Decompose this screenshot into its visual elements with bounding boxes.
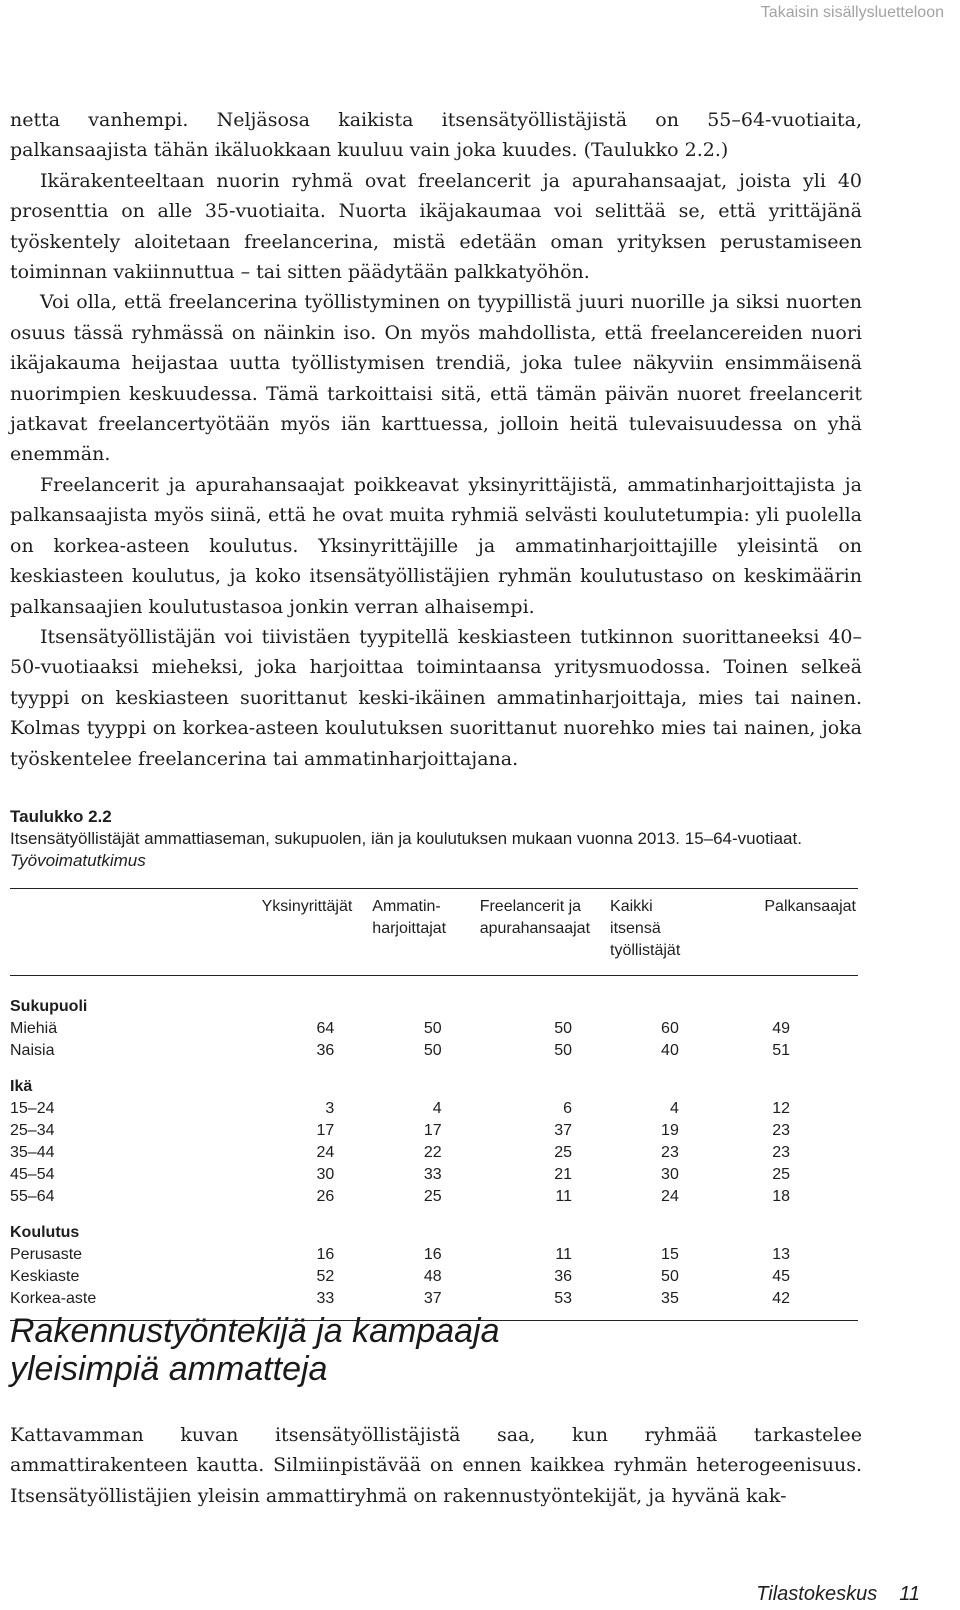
table-group-row	[10, 976, 858, 1019]
table-group-title: Ikä	[10, 1078, 33, 1095]
table-cell: 53	[554, 1290, 573, 1307]
table-cell: 37	[554, 1122, 573, 1139]
table-cell: 30	[316, 1166, 335, 1183]
table-title: Itsensätyöllistäjät ammattiaseman, sukupuolen, iän ja koulutuksen mukaan vuonna 2013. 15–64-vuotiaat.	[10, 829, 802, 848]
table-cell: 50	[423, 1042, 442, 1059]
table-cell: 50	[554, 1020, 573, 1037]
table-cell: 45	[772, 1268, 791, 1285]
row-label: 35–44	[10, 1144, 55, 1161]
heading-line: yleisimpiä ammatteja	[10, 1350, 328, 1388]
table-source: Työvoimatutkimus	[10, 851, 146, 870]
table-row	[10, 1098, 858, 1120]
data-table	[10, 888, 858, 1321]
table-group-title: Sukupuoli	[10, 998, 88, 1015]
column-header: Palkansaajat	[697, 889, 858, 976]
page-number: 11	[899, 1583, 920, 1605]
table-cell: 18	[772, 1188, 791, 1205]
row-label: 55–64	[10, 1188, 55, 1205]
publisher-name: Tilastokeskus	[756, 1583, 878, 1605]
table-spacer-cell	[790, 1244, 858, 1266]
table-row	[10, 1142, 858, 1164]
table-row	[10, 1018, 858, 1040]
table-cell: 19	[661, 1122, 679, 1139]
row-label: Perusaste	[10, 1246, 83, 1263]
table-cell: 49	[772, 1020, 791, 1037]
body-text	[10, 105, 862, 774]
heading-line: Rakennustyöntekijä ja kampaaja	[10, 1312, 500, 1350]
table-cell: 50	[423, 1020, 442, 1037]
table-cell: 26	[316, 1188, 335, 1205]
table-cell: 36	[554, 1268, 573, 1285]
table-cell: 17	[316, 1122, 335, 1139]
table-cell: 3	[325, 1100, 335, 1117]
table-cell: 11	[555, 1188, 573, 1205]
table-cell: 16	[316, 1246, 335, 1263]
table-cell: 25	[772, 1166, 791, 1183]
table-spacer-cell	[790, 1098, 858, 1120]
table-group-row	[10, 1062, 858, 1098]
table-row	[10, 1040, 858, 1062]
table-cell: 50	[554, 1042, 573, 1059]
table-cell: 23	[661, 1144, 679, 1161]
table-row	[10, 1164, 858, 1186]
paragraph: Freelancerit ja apurahansaajat poikkeavat yksinyrittäjistä, ammatinharjoittajista ja palkansaajista myös siinä, että he ovat muita ryhmiä selvästi koulutetumpia: yli puolella on korkea-asteen koulutus. Yksinyrittäjille ja ammatinharjoittajille yleisintä on keskiasteen koulutus, ja koko itsensätyöllistäjien ryhmän koulutustaso on keskimäärin palkansaajien koulutustasoa jonkin verran alhaisempi.	[10, 473, 862, 618]
column-header: Freelancerit ja apurahansaajat	[460, 889, 590, 976]
table-cell: 50	[661, 1268, 679, 1285]
table-cell: 40	[661, 1042, 679, 1059]
table-spacer-cell	[790, 1018, 858, 1040]
section-text: Kattavamman kuvan itsensätyöllistäjistä saa, kun ryhmää tarkastelee ammattirakenteen kautta. Silmiinpistävää on ennen kaikkea ryhmän heterogeenisuus. Itsensätyöllistäjien yleisin ammattiryhmä on rakennustyöntekijät, ja hyvänä kak-	[10, 1424, 862, 1507]
column-header-empty	[10, 889, 242, 976]
table-cell: 30	[661, 1166, 679, 1183]
table-cell: 23	[772, 1144, 791, 1161]
table-row	[10, 1186, 858, 1208]
table-cell: 22	[423, 1144, 442, 1161]
table-cell: 23	[772, 1122, 791, 1139]
column-header: Yksinyrittäjät	[242, 889, 353, 976]
table-cell: 36	[316, 1042, 335, 1059]
table-cell: 33	[316, 1290, 335, 1307]
page-footer	[756, 1583, 920, 1606]
row-label: Keskiaste	[10, 1268, 80, 1285]
table-cell: 11	[555, 1246, 573, 1263]
paragraph: Ikärakenteeltaan nuorin ryhmä ovat freelancerit ja apurahansaajat, joista yli 40 prosenttia on alle 35-vuotiaita. Nuorta ikäjakaumaa voi selittää se, että yrittäjänä työskentely aloitetaan freelancerina, mistä edetään oman yrityksen perustamiseen toiminnan vakiinnuttua – tai sitten päädytään palkkatyöhön.	[10, 169, 862, 284]
table-cell: 37	[423, 1290, 442, 1307]
table-cell: 24	[316, 1144, 335, 1161]
table-cell: 4	[432, 1100, 442, 1117]
table-row	[10, 1266, 858, 1288]
table-row	[10, 1244, 858, 1266]
table-spacer-cell	[790, 1120, 858, 1142]
back-to-contents-link[interactable]: Takaisin sisällysluetteloon	[760, 4, 944, 21]
row-label: 25–34	[10, 1122, 55, 1139]
row-label: 15–24	[10, 1100, 55, 1117]
table-cell: 24	[661, 1188, 679, 1205]
table-spacer-cell	[790, 1186, 858, 1208]
paragraph: Itsensätyöllistäjän voi tiivistäen tyypitellä keskiasteen tutkinnon suorittaneeksi 40–50-vuotiaaksi mieheksi, joka harjoittaa toimintaansa yritysmuodossa. Toinen selkeä tyyppi on keskiasteen suorittanut keski-ikäinen ammatinharjoittaja, mies tai nainen. Kolmas tyyppi on korkea-asteen koulutuksen suorittanut nuorehko mies tai nainen, joka työskentelee freelancerina tai ammatinharjoittajana.	[10, 625, 862, 770]
table-cell: 12	[772, 1100, 791, 1117]
table-cell: 6	[563, 1100, 573, 1117]
table-header-row	[10, 889, 858, 976]
table-cell: 64	[316, 1020, 335, 1037]
table-spacer-cell	[790, 1040, 858, 1062]
table-group-row	[10, 1208, 858, 1244]
table-caption	[10, 806, 870, 872]
table-cell: 33	[423, 1166, 442, 1183]
table-spacer-cell	[790, 1164, 858, 1186]
table-cell: 51	[772, 1042, 791, 1059]
paragraph: Voi olla, että freelancerina työllistyminen on tyypillistä juuri nuorille ja siksi nuorten osuus tässä ryhmässä on näinkin iso. On myös mahdollista, että freelancereiden nuori ikäjakauma heijastaa uutta työllistymisen trendiä, joka tulee näkyviin ensimmäisenä nuorimpien keskuudessa. Tämä tarkoittaisi sitä, että tämän päivän nuoret freelancerit jatkavat freelancertyötään myös iän karttuessa, jolloin heitä tulevaisuudessa on yhä enemmän.	[10, 291, 862, 466]
table-row	[10, 1120, 858, 1142]
table-cell: 21	[554, 1166, 573, 1183]
column-header: Kaikki itsensä työllistäjät	[590, 889, 697, 976]
table-cell: 60	[661, 1020, 679, 1037]
row-label: 45–54	[10, 1166, 55, 1183]
table-cell: 48	[423, 1268, 442, 1285]
table-cell: 16	[423, 1246, 442, 1263]
table-cell: 4	[669, 1100, 679, 1117]
table-label: Taulukko 2.2	[10, 807, 112, 826]
paragraph: netta vanhempi. Neljäsosa kaikista itsensätyöllistäjistä on 55–64-vuotiaita, palkansaajista tähän ikäluokkaan kuuluu vain joka kuudes. (Taulukko 2.2.)	[10, 109, 862, 162]
table-cell: 17	[423, 1122, 442, 1139]
table-cell: 42	[772, 1290, 791, 1307]
table-cell: 15	[661, 1246, 679, 1263]
table-cell: 25	[423, 1188, 442, 1205]
table-cell: 25	[554, 1144, 573, 1161]
table-cell: 13	[772, 1246, 791, 1263]
table-spacer-cell	[790, 1142, 858, 1164]
table-cell: 52	[316, 1268, 335, 1285]
section-heading	[10, 1312, 870, 1388]
table-spacer-cell	[790, 1266, 858, 1288]
row-label: Naisia	[10, 1042, 55, 1059]
table-group-title: Koulutus	[10, 1224, 80, 1241]
row-label: Miehiä	[10, 1020, 58, 1037]
table-cell: 35	[661, 1290, 679, 1307]
row-label: Korkea-aste	[10, 1290, 97, 1307]
table-body	[10, 976, 858, 1321]
column-header: Ammatin- harjoittajat	[352, 889, 459, 976]
